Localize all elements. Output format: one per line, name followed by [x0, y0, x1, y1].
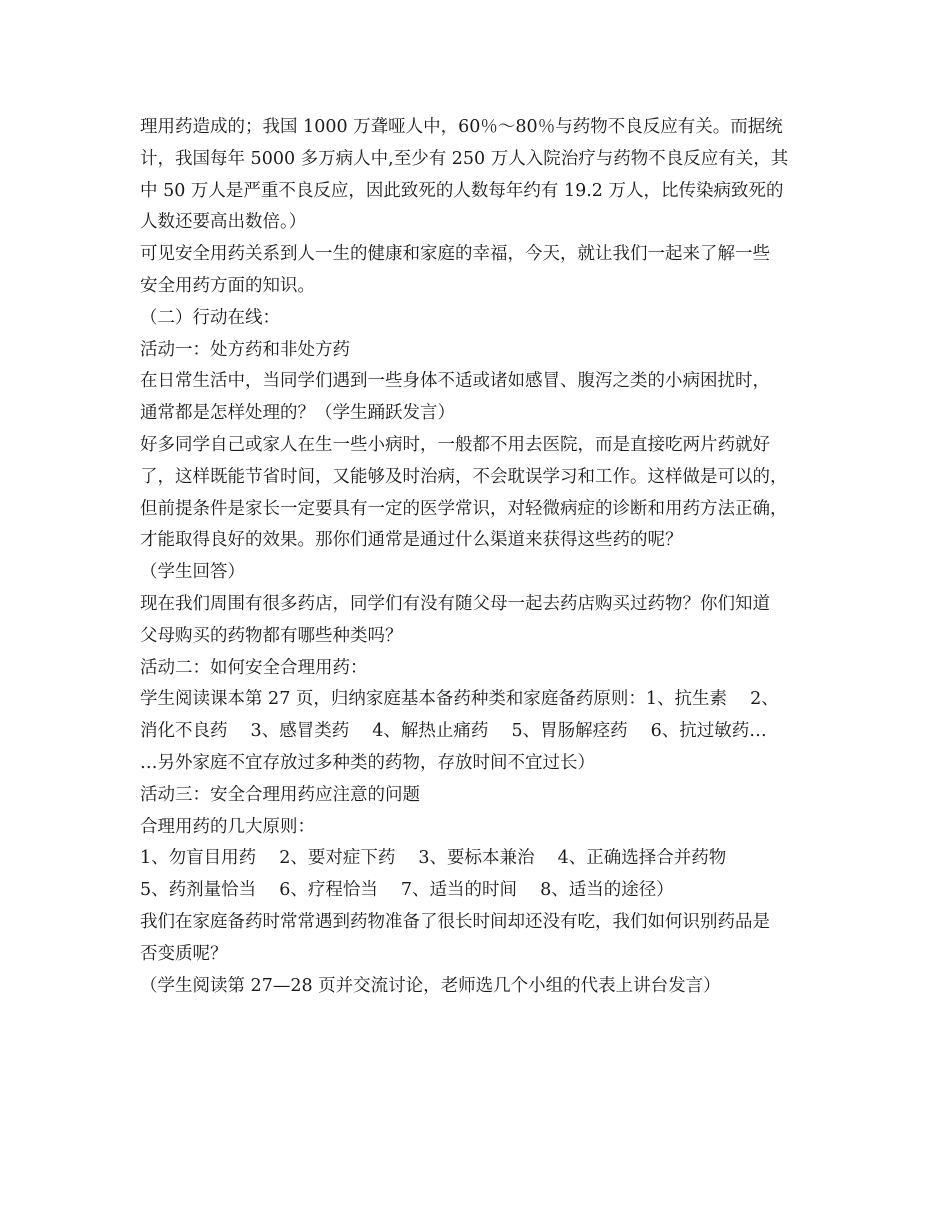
- activity-heading: 活动三：安全合理用药应注意的问题: [140, 784, 420, 805]
- activity-heading: 活动一：处方药和非处方药: [140, 339, 350, 360]
- text-line: 但前提条件是家长一定要具有一定的医学常识，对轻微病症的诊断和用药方法正确，: [140, 498, 788, 519]
- document-page: [140, 112, 820, 1002]
- text-line: 安全用药方面的知识。: [140, 275, 315, 296]
- text-line: 合理用药的几大原则：: [140, 816, 315, 837]
- text-line: 现在我们周围有很多药店，同学们有没有随父母一起去药店购买过药物？你们知道: [140, 593, 770, 614]
- principles-line: 1、勿盲目用药 2、要对症下药 3、要标本兼治 4、正确选择合并药物: [140, 848, 727, 869]
- text-line: 可见安全用药关系到人一生的健康和家庭的幸福，今天，就让我们一起来了解一些: [140, 244, 770, 265]
- text-line: 在日常生活中，当同学们遇到一些身体不适或诸如感冒、腹泻之类的小病困扰时，: [140, 371, 770, 392]
- text-line: 通常都是怎样处理的？（学生踊跃发言）: [140, 403, 455, 424]
- text-line: 才能取得良好的效果。那你们通常是通过什么渠道来获得这些药的呢？: [140, 530, 683, 551]
- text-line: （学生回答）: [140, 562, 245, 583]
- text-line: 我们在家庭备药时常常遇到药物准备了很长时间却还没有吃，我们如何识别药品是: [140, 911, 770, 932]
- text-line: （学生阅读第 27—28 页并交流讨论，老师选几个小组的代表上讲台发言）: [140, 975, 721, 996]
- text-line: …另外家庭不宜存放过多种类的药物，存放时间不宜过长）: [140, 752, 595, 773]
- principles-line: 5、药剂量恰当 6、疗程恰当 7、适当的时间 8、适当的途径）: [140, 880, 674, 901]
- text-line: 学生阅读课本第 27 页，归纳家庭基本备药种类和家庭备药原则：1、抗生素 2、: [140, 689, 779, 710]
- text-line: 否变质呢？: [140, 943, 228, 964]
- text-line: 父母购买的药物都有哪些种类吗？: [140, 625, 403, 646]
- text-line: 好多同学自己或家人在生一些小病时，一般都不用去医院，而是直接吃两片药就好: [140, 434, 770, 455]
- activity-heading: 活动二：如何安全合理用药：: [140, 657, 368, 678]
- text-line: 了，这样既能节省时间，又能够及时治病，不会耽误学习和工作。这样做是可以的，: [140, 466, 788, 487]
- section-heading: （二）行动在线：: [140, 307, 280, 328]
- text-line: 消化不良药 3、感冒类药 4、解热止痛药 5、胃肠解痉药 6、抗过敏药…: [140, 721, 767, 742]
- text-line: 人数还要高出数倍。）: [140, 212, 307, 233]
- text-line: 理用药造成的；我国 1000 万聋哑人中，60％～80％与药物不良反应有关。而据统: [140, 117, 783, 137]
- text-line: 中 50 万人是严重不良反应，因此致死的人数每年约有 19.2 万人，比传染病致死的: [140, 180, 784, 201]
- text-line: 计，我国每年 5000 多万病人中,至少有 250 万人入院治疗与药物不良反应有关，其: [140, 148, 789, 169]
